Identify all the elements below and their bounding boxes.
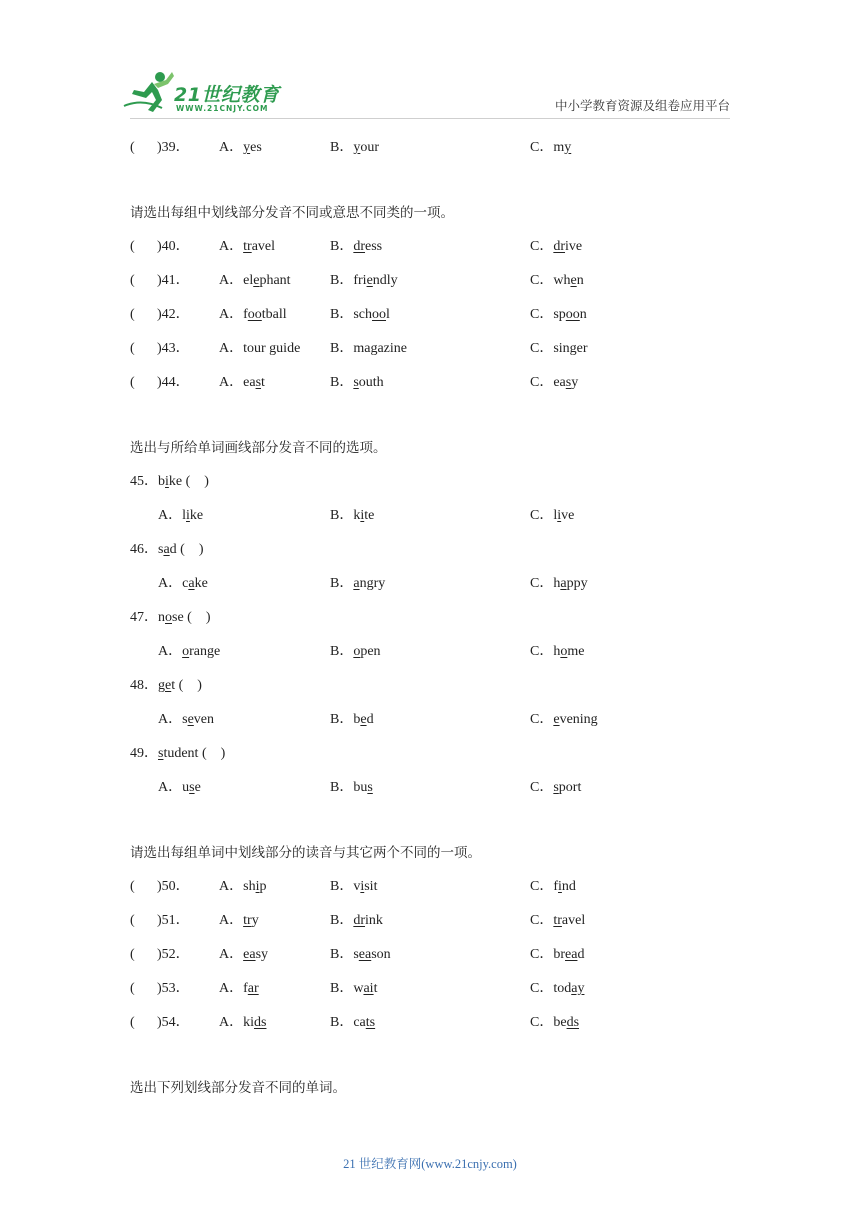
options-row [130,709,750,743]
option-word-start: sp [553,307,566,322]
option-letter: B． [330,947,354,962]
exercise-content [130,137,750,1111]
section-gap [130,1046,750,1077]
option-letter: C． [530,712,554,727]
question-stem [130,675,750,709]
page-footer: 21 世纪教育网(www.21cnjy.com) [343,1157,517,1171]
option-letter: B． [330,140,354,155]
underlined-sound: e [553,712,560,727]
underlined-sound: dr [553,239,566,254]
answer-bracket: ( [130,879,135,894]
stem-word [130,539,204,561]
option-word-end: ke [194,576,208,591]
option-a [219,978,259,1000]
option-word-start: ea [553,375,566,390]
option-c [530,137,571,159]
option-word-end: pen [360,644,381,659]
option-word-start: s [353,947,359,962]
option-c [530,876,576,898]
underlined-sound: tr [243,913,252,928]
section-instruction: 请选出每组单词中划线部分的读音与其它两个不同的一项。 [130,845,481,861]
option-word-start: h [553,576,561,591]
underlined-sound: oo [247,307,262,322]
option-c [530,709,598,731]
option-a [219,876,266,898]
option-word-end: son [371,947,391,962]
question-number: )43． [157,341,190,356]
option-word-end: p [259,879,267,894]
header-divider [130,118,730,119]
option-word-start: v [353,879,361,894]
option-letter: C． [530,780,554,795]
answer-bracket: ( [130,307,135,322]
option-c [530,641,584,663]
option-letter: B． [330,1015,354,1030]
option-word-end: ink [365,913,383,928]
underlined-sound: s [189,780,195,795]
option-word-end: n [576,273,584,288]
question-row [130,270,750,304]
option-letter: B． [330,508,354,523]
option-word-end: ive [565,239,583,254]
question-stem [130,607,750,641]
option-letter: A． [219,1015,244,1030]
option-letter: B． [330,375,354,390]
option-word-start: ea [243,375,256,390]
option-word-start: sch [353,307,373,322]
option-c [530,978,584,1000]
stem-end: d ( ) [169,542,204,557]
underlined-sound: oo [565,307,580,322]
stem-start: 49． [130,746,158,761]
stem-end: se ( ) [172,610,211,625]
question-row [130,304,750,338]
underlined-sound: i [360,508,365,523]
logo-url: WWW.21CNJY.COM [176,104,269,113]
option-c [530,338,588,360]
answer-bracket: ( [130,913,135,928]
option-word-end: vening [559,712,598,727]
section-instruction: 请选出每组中划线部分发音不同或意思不同类的一项。 [130,205,454,221]
option-letter: A． [219,375,244,390]
question-stem [130,471,750,505]
question-number: )41． [157,273,190,288]
option-word-end: es [250,140,262,155]
option-letter: C． [530,239,554,254]
question-number: )39． [157,140,190,155]
option-letter: C． [530,1015,554,1030]
option-word-end: range [189,644,221,659]
option-a [158,573,208,595]
option-letter: B． [330,913,354,928]
underlined-sound: a [163,542,170,557]
option-word-end: y [571,375,579,390]
option-letter: C． [530,947,554,962]
option-letter: C． [530,981,554,996]
question-row [130,1012,750,1046]
underlined-sound: s [553,780,559,795]
option-b [330,978,377,1000]
underlined-sound: e [253,273,260,288]
option-letter: B． [330,644,354,659]
option-word-start: ca [353,1015,366,1030]
section-gap [130,811,750,842]
option-b [330,709,374,731]
option-word-start: tour guide [243,341,301,356]
option-a [158,641,220,663]
option-letter: B． [330,780,354,795]
option-word-end: avel [251,239,276,254]
option-b [330,304,390,326]
option-word-start: ki [243,1015,255,1030]
option-b [330,338,407,360]
option-letter: A． [219,307,244,322]
option-a [219,944,268,966]
option-letter: A． [219,981,244,996]
option-c [530,270,584,292]
option-b [330,137,379,159]
option-letter: B． [330,239,354,254]
underlined-sound: dr [353,913,366,928]
option-word-end: sy [255,947,269,962]
option-word-end: t [261,375,265,390]
option-b [330,641,381,663]
underlined-sound: e [165,678,172,693]
underlined-sound: ea [358,947,372,962]
option-word-end: nd [561,879,576,894]
option-letter: C． [530,375,554,390]
option-letter: C． [530,644,554,659]
question-row [130,338,750,372]
option-word-end: ven [193,712,215,727]
stem-start: 48．g [130,678,165,693]
option-word-end: ppy [566,576,588,591]
underlined-sound: a [353,576,360,591]
underlined-sound: ai [363,981,374,996]
stem-start: 46．s [130,542,164,557]
option-letter: B． [330,273,354,288]
option-word-start: l [182,508,187,523]
site-logo [122,70,292,114]
underlined-sound: e [187,712,194,727]
option-letter: B． [330,981,354,996]
option-c [530,372,578,394]
option-a [219,270,291,292]
option-c [530,1012,579,1034]
option-letter: A． [219,913,244,928]
option-letter: A． [219,879,244,894]
option-word-end: phant [259,273,291,288]
underlined-sound: i [360,879,365,894]
question-number: )50． [157,879,190,894]
answer-bracket: ( [130,341,135,356]
question-number: )53． [157,981,190,996]
question-stem [130,539,750,573]
option-letter: A． [219,273,244,288]
option-word-start: magazine [353,341,407,356]
option-letter: C． [530,576,554,591]
section-gap [130,171,750,202]
option-letter: C． [530,913,554,928]
underlined-sound: y [564,140,572,155]
stem-end: ke ( ) [168,474,209,489]
option-b [330,236,382,258]
option-word-end: d [366,712,374,727]
answer-bracket: ( [130,273,135,288]
option-word-end: sit [364,879,378,894]
platform-title: 中小学教育资源及组卷应用平台 [554,98,730,113]
option-word-start: b [353,712,361,727]
option-b [330,573,385,595]
option-word-end: d [577,947,585,962]
underlined-sound: o [182,644,190,659]
options-row [130,777,750,811]
option-c [530,236,582,258]
option-letter: B． [330,341,354,356]
option-word-start: sh [243,879,256,894]
underlined-sound: e [360,712,367,727]
question-row [130,978,750,1012]
option-word-end: ngry [359,576,386,591]
option-b [330,1012,375,1034]
underlined-sound: i [558,879,562,894]
page-header [0,0,860,125]
stem-start: 47．n [130,610,165,625]
stem-end: t ( ) [171,678,202,693]
underlined-sound: s [255,375,262,390]
underlined-sound: y [353,140,361,155]
option-b [330,270,398,292]
option-a [219,236,275,258]
section-instruction: 选出与所给单词画线部分发音不同的选项。 [130,440,387,456]
option-word-end: port [558,780,582,795]
option-word-start: w [353,981,364,996]
option-word-end: e [194,780,201,795]
options-row [130,641,750,675]
option-word-start: f [243,307,248,322]
option-c [530,304,587,326]
section-gap [130,406,750,437]
option-letter: A． [158,576,183,591]
underlined-sound: a [188,576,195,591]
underlined-sound: s [565,375,572,390]
stem-word [130,675,202,697]
answer-bracket: ( [130,1015,135,1030]
option-word-start: k [353,508,361,523]
option-word-end: n [579,307,587,322]
option-word-end: l [386,307,390,322]
option-word-end: y [251,913,259,928]
option-letter: A． [158,644,183,659]
option-letter: B． [330,879,354,894]
option-word-start: u [182,780,190,795]
option-word-start: h [553,644,561,659]
underlined-sound: i [186,508,190,523]
section-instruction: 选出下列划线部分发音不同的单词。 [130,1080,346,1096]
option-a [219,304,287,326]
underlined-sound: s [367,780,373,795]
answer-bracket: ( [130,947,135,962]
option-a [219,372,265,394]
option-word-start: m [553,140,565,155]
running-figure-icon [122,70,176,114]
question-number: )44． [157,375,190,390]
option-word-start: bu [353,780,368,795]
option-b [330,372,384,394]
option-word-start: s [182,712,188,727]
option-word-start: be [553,1015,567,1030]
options-row [130,505,750,539]
underlined-sound: ea [243,947,256,962]
stem-word [130,743,225,765]
option-letter: C． [530,273,554,288]
option-b [330,944,391,966]
underlined-sound: tr [243,239,252,254]
underlined-sound: y [243,140,251,155]
question-number: )40． [157,239,190,254]
underlined-sound: i [557,508,562,523]
option-word-end: tball [261,307,287,322]
option-word-start: fri [353,273,367,288]
option-letter: A． [219,341,244,356]
option-letter: B． [330,307,354,322]
option-a [158,505,203,527]
question-row [130,876,750,910]
question-row [130,236,750,270]
option-b [330,777,373,799]
option-word-start: br [553,947,566,962]
option-word-start: l [553,508,558,523]
underlined-sound: ar [247,981,259,996]
question-number: )51． [157,913,190,928]
option-word-end: avel [561,913,586,928]
option-c [530,777,581,799]
option-word-start: f [553,879,559,894]
option-a [158,709,214,731]
option-word-end: ve [561,508,575,523]
answer-bracket: ( [130,375,135,390]
underlined-sound: o [560,644,568,659]
underlined-sound: i [165,474,169,489]
underlined-sound: o [353,644,361,659]
underlined-sound: o [165,610,172,625]
option-letter: A． [158,508,183,523]
option-word-start: el [243,273,254,288]
option-word-end: t [373,981,378,996]
option-b [330,910,383,932]
question-stem [130,743,750,777]
option-letter: A． [158,712,183,727]
option-letter: C． [530,307,554,322]
option-b [330,876,377,898]
option-word-start: wh [553,273,571,288]
question-row [130,944,750,978]
question-row [130,910,750,944]
option-c [530,573,588,595]
option-letter: B． [330,576,354,591]
option-word-end: our [360,140,380,155]
question-number: )42． [157,307,190,322]
question-number: )52． [157,947,190,962]
stem-end: tudent ( ) [163,746,226,761]
option-letter: B． [330,712,354,727]
option-word-start: tod [553,981,572,996]
underlined-sound: s [158,746,164,761]
option-letter: C． [530,879,554,894]
option-a [219,137,262,159]
options-row [130,573,750,607]
option-c [530,944,584,966]
underlined-sound: e [570,273,577,288]
option-letter: A． [219,947,244,962]
option-word-end: outh [358,375,384,390]
option-a [158,777,201,799]
option-word-end: me [567,644,585,659]
option-word-start: c [182,576,189,591]
option-letter: A． [219,239,244,254]
underlined-sound: s [353,375,359,390]
option-c [530,910,585,932]
underlined-sound: ds [566,1015,580,1030]
option-b [330,505,374,527]
option-c [530,505,574,527]
underlined-sound: dr [353,239,366,254]
logo-text: 21世纪教育 [174,84,280,106]
underlined-sound: e [366,273,373,288]
underlined-sound: ay [571,981,585,996]
underlined-sound: ea [565,947,578,962]
option-word-end: te [364,508,375,523]
underlined-sound: ts [365,1015,376,1030]
question-row [130,137,750,171]
question-row [130,372,750,406]
underlined-sound: i [255,879,260,894]
answer-bracket: ( [130,981,135,996]
underlined-sound: ds [254,1015,267,1030]
option-letter: A． [219,140,244,155]
option-word-start: singer [553,341,588,356]
question-number: )54． [157,1015,190,1030]
option-letter: A． [158,780,183,795]
underlined-sound: a [560,576,567,591]
stem-start: 45．b [130,474,165,489]
option-word-end: ndly [372,273,398,288]
option-letter: C． [530,341,554,356]
underlined-sound: oo [372,307,387,322]
answer-bracket: ( [130,239,135,254]
option-letter: C． [530,508,554,523]
option-word-start: f [243,981,248,996]
answer-bracket: ( [130,140,135,155]
option-letter: C． [530,140,554,155]
stem-word [130,471,209,493]
option-word-end: ke [189,508,204,523]
option-a [219,1012,266,1034]
option-a [219,338,300,360]
option-word-end: ess [365,239,383,254]
option-a [219,910,259,932]
underlined-sound: tr [553,913,562,928]
stem-word [130,607,211,629]
